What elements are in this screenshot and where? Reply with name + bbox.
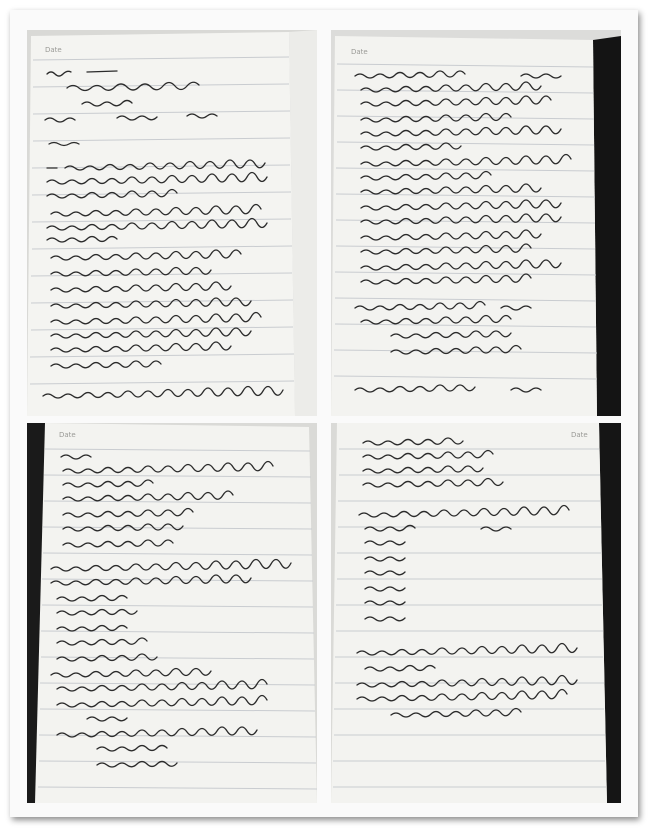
notebook-photo-bottom-left bbox=[27, 423, 317, 803]
notebook-page-image bbox=[27, 30, 317, 416]
date-label: Date bbox=[571, 431, 588, 439]
notebook-page-image bbox=[27, 423, 317, 803]
notebook-page-image bbox=[331, 30, 621, 416]
notebook-page-image bbox=[331, 423, 621, 803]
notebook-photo-top-left bbox=[27, 30, 317, 416]
date-label: Date bbox=[45, 46, 62, 54]
notebook-photo-bottom-right bbox=[331, 423, 621, 803]
date-label: Date bbox=[59, 431, 76, 439]
date-label: Date bbox=[351, 48, 368, 56]
collage-frame bbox=[10, 10, 638, 817]
notebook-photo-top-right bbox=[331, 30, 621, 416]
